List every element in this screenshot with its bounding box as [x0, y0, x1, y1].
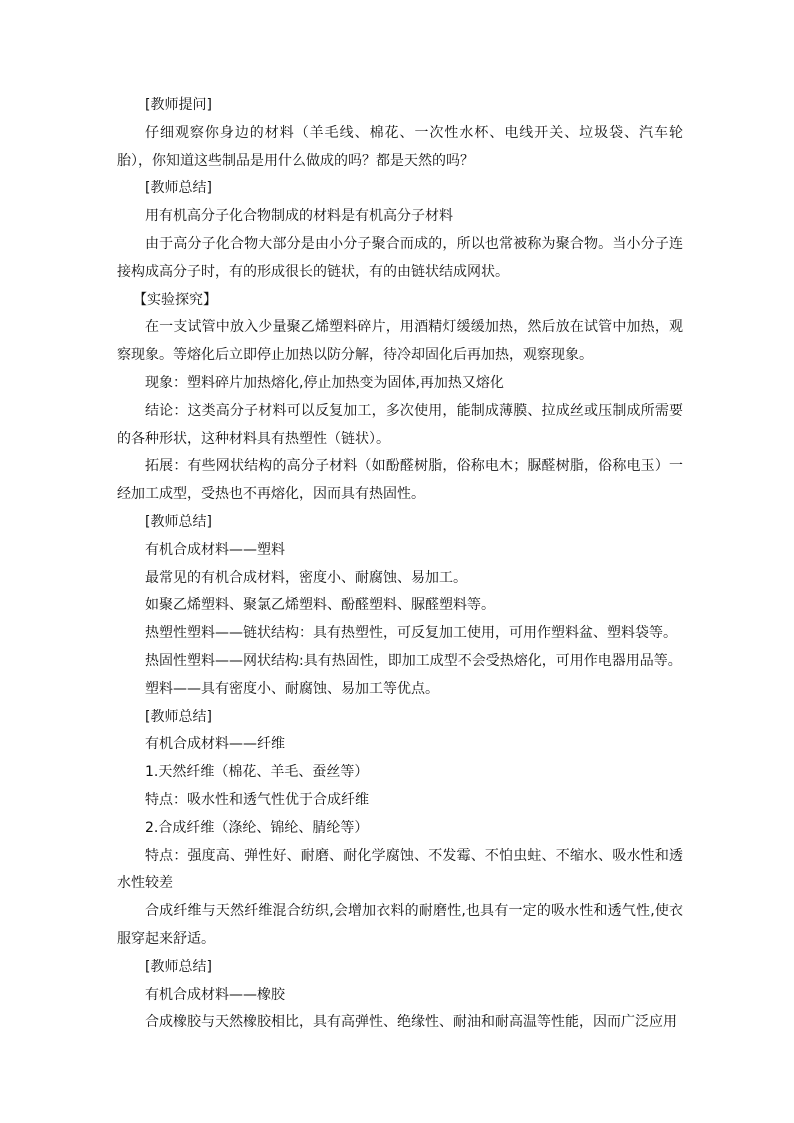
- body-paragraph: 塑料——具有密度小、耐腐蚀、易加工等优点。: [145, 680, 439, 697]
- body-paragraph: 特点：吸水性和透气性优于合成纤维: [145, 791, 369, 808]
- body-paragraph: 合成纤维与天然纤维混合纺织,会增加衣料的耐磨性,也具有一定的吸水性和透气性,使衣服穿起来舒适。: [117, 903, 683, 947]
- body-paragraph: 有机合成材料——塑料: [145, 541, 285, 558]
- body-paragraph: 由于高分子化合物大部分是由小分子聚合而成的，所以也常被称为聚合物。当小分子连接构成高分子时，有的形成很长的链状，有的由链状结成网状。: [117, 235, 683, 280]
- document-page: [117, 92, 683, 1037]
- body-paragraph: 1.天然纤维（棉花、羊毛、蚕丝等）: [145, 764, 369, 781]
- body-paragraph: 最常见的有机合成材料，密度小、耐腐蚀、易加工。: [145, 569, 467, 586]
- body-paragraph: 热塑性塑料——链状结构：具有热塑性，可反复加工使用，可用作塑料盆、塑料袋等。: [145, 625, 677, 642]
- section-label-experiment: 【实验探究】: [133, 291, 217, 308]
- body-paragraph: 用有机高分子化合物制成的材料是有机高分子材料: [145, 208, 453, 225]
- section-label-teacher-question: [教师提问]: [145, 97, 212, 113]
- body-paragraph: 仔细观察你身边的材料（羊毛线、棉花、一次性水杯、电线开关、垃圾袋、汽车轮胎），你知道这些制品是用什么做成的吗？都是天然的吗？: [117, 124, 683, 169]
- body-paragraph: 在一支试管中放入少量聚乙烯塑料碎片，用酒精灯缓缓加热，然后放在试管中加热，观察现象。等熔化后立即停止加热以防分解，待冷却固化后再加热，观察现象。: [117, 319, 683, 364]
- body-paragraph: 拓展：有些网状结构的高分子材料（如酚醛树脂，俗称电木；脲醛树脂，俗称电玉）一经加工成型，受热也不再熔化，因而具有热固性。: [117, 458, 683, 503]
- body-paragraph: 合成橡胶与天然橡胶相比，具有高弹性、绝缘性、耐油和耐高温等性能，因而广泛应用: [145, 1014, 677, 1031]
- body-paragraph: 现象：塑料碎片加热熔化,停止加热变为固体,再加热又熔化: [145, 374, 504, 391]
- section-label-teacher-summary: [教师总结]: [145, 513, 212, 530]
- body-paragraph: 有机合成材料——橡胶: [145, 986, 285, 1003]
- body-paragraph: 热固性塑料——网状结构:具有热固性，即加工成型不会受热熔化，可用作电器用品等。: [145, 652, 682, 669]
- body-paragraph: 特点：强度高、弹性好、耐磨、耐化学腐蚀、不发霉、不怕虫蛀、不缩水、吸水性和透水性较差: [117, 847, 683, 892]
- section-label-teacher-summary: [教师总结]: [145, 708, 212, 725]
- body-paragraph: 2.合成纤维（涤纶、锦纶、腈纶等）: [145, 819, 369, 836]
- body-paragraph: 结论：这类高分子材料可以反复加工，多次使用，能制成薄膜、拉成丝或压制成所需要的各种形状，这种材料具有热塑性（链状）。: [117, 402, 683, 447]
- body-paragraph: 如聚乙烯塑料、聚氯乙烯塑料、酚醛塑料、脲醛塑料等。: [145, 597, 495, 614]
- body-paragraph: 有机合成材料——纤维: [145, 736, 285, 753]
- section-label-teacher-summary: [教师总结]: [145, 958, 212, 975]
- section-label-teacher-summary: [教师总结]: [145, 180, 212, 197]
